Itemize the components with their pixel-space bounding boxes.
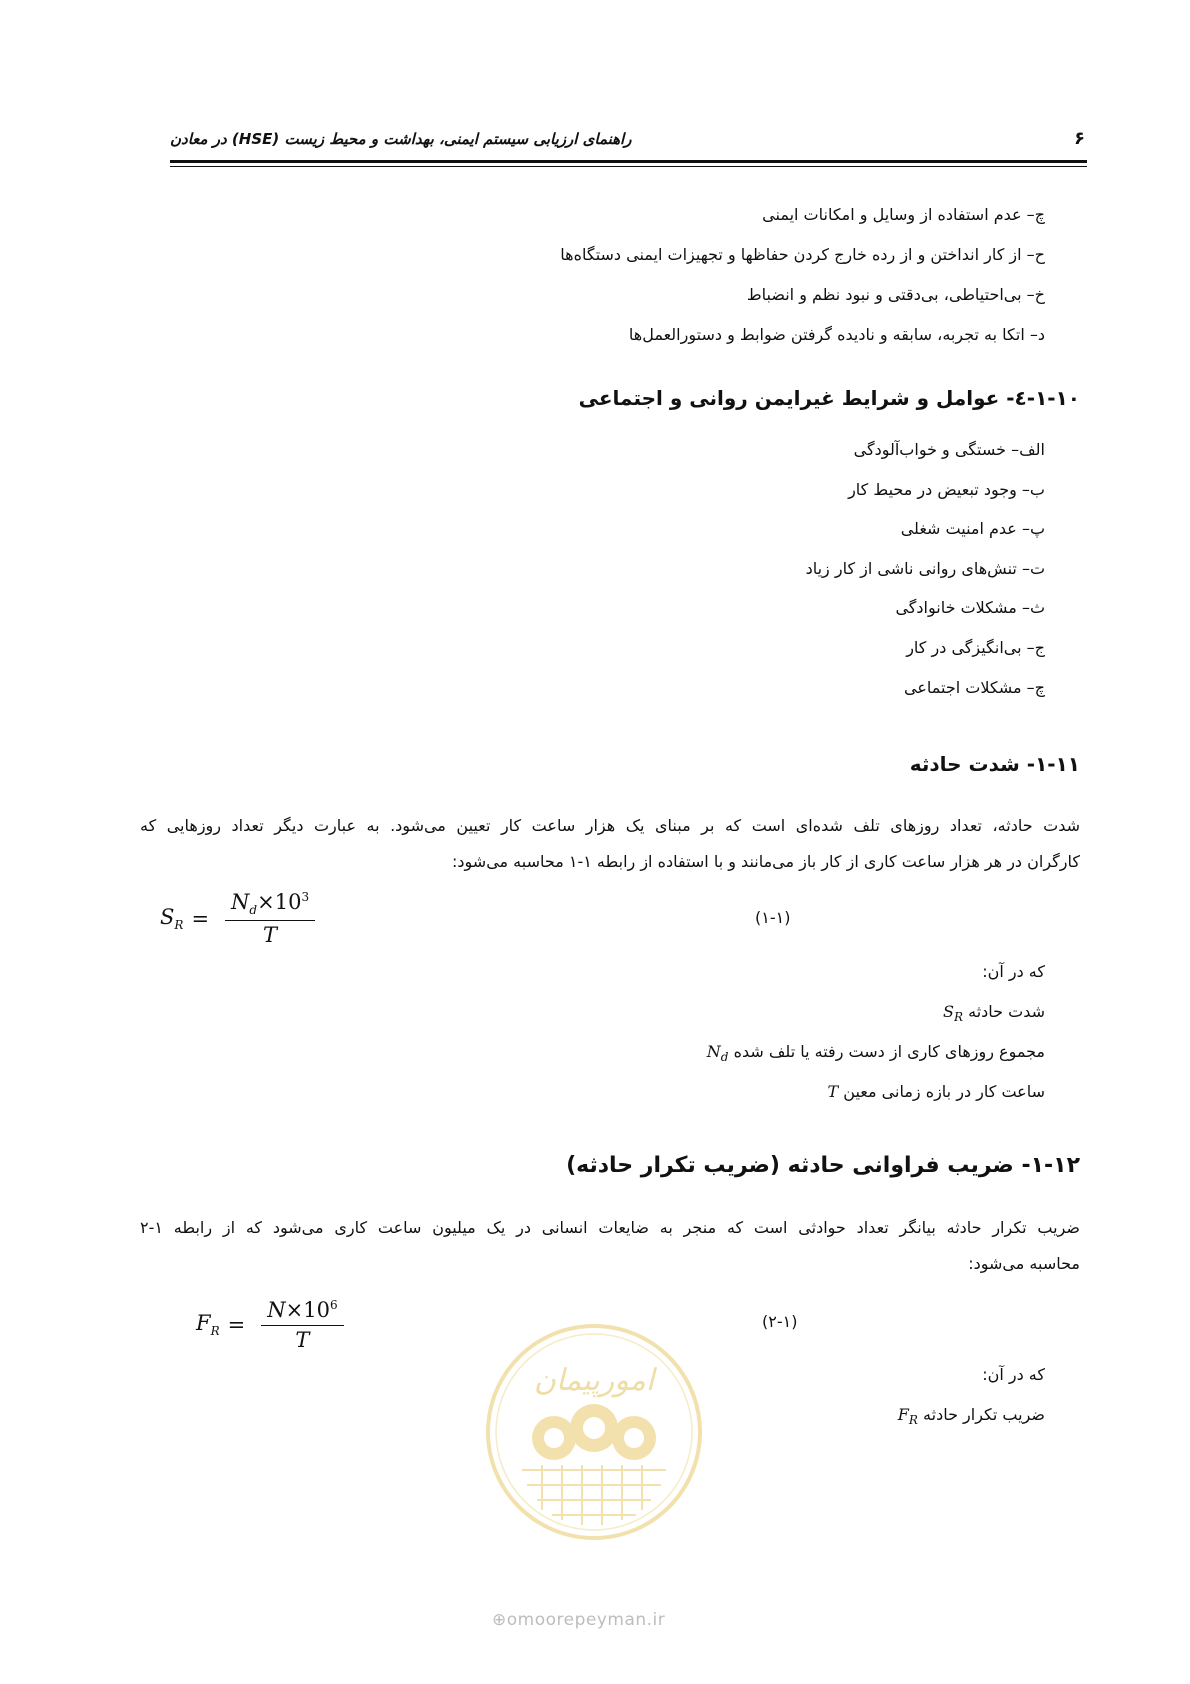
where-label: که در آن:: [982, 962, 1045, 981]
list-item: ت– تنش‌های روانی ناشی از کار زیاد: [805, 559, 1045, 578]
page-header: [170, 128, 1085, 154]
running-title: راهنمای ارزیابی سیستم ایمنی، بهداشت و محیط زیست (HSE) در معادن: [170, 130, 632, 148]
definition-item: $N_d$ مجموع روزهای کاری از دست رفته یا تلف شده: [706, 1042, 1045, 1065]
list-item: چ– عدم استفاده از وسایل و امکانات ایمنی: [762, 205, 1045, 224]
definition-item: $S_R$ شدت حادثه: [943, 1002, 1045, 1025]
list-item: پ– عدم امنیت شغلی: [900, 519, 1045, 538]
list-item: ج– بی‌انگیزگی در کار: [906, 638, 1045, 657]
formula-severity: $S_R$ = $\frac{N_d\times 10^3}{T}$: [160, 890, 315, 947]
formula-fraction: $\frac{N\times 10^6}{T}$: [261, 1298, 343, 1352]
where-label: که در آن:: [982, 1365, 1045, 1384]
section-heading: ۱-۱۲- ضریب فراوانی حادثه (ضریب تکرار حادثه): [566, 1153, 1080, 1178]
list-item: ث– مشکلات خانوادگی: [895, 598, 1045, 617]
formula-lhs: $S_R$: [160, 905, 184, 933]
paragraph-line: کارگران در هر هزار ساعت کاری از کار باز می‌مانند و با استفاده از رابطه ۱-۱ محاسبه می‌شود:: [452, 852, 1080, 871]
paragraph-line: شدت حادثه، تعداد روزهای تلف شده‌ای است که بر مبنای یک هزار ساعت کار تعیین می‌شود. به عبارت دیگر تعداد روزهایی که: [140, 816, 1080, 835]
globe-icon: ⊕: [492, 1610, 507, 1630]
page-number: ۶: [1074, 128, 1085, 149]
header-rule-thin: [170, 166, 1087, 167]
watermark-url: ⊕omoorepeyman.ir: [492, 1610, 666, 1630]
watermark-script: امورپیمان: [533, 1363, 655, 1398]
formula-lhs: $F_R$: [196, 1311, 220, 1339]
header-rule-thick: [170, 160, 1087, 163]
definition-item: T ساعت کار در بازه زمانی معین: [827, 1082, 1045, 1101]
list-item: چ– مشکلات اجتماعی: [904, 678, 1045, 697]
formula-fraction: $\frac{N_d\times 10^3}{T}$: [225, 890, 315, 947]
formula-frequency: $F_R$ = $\frac{N\times 10^6}{T}$: [196, 1298, 344, 1352]
equation-number: (۱-۱): [755, 908, 791, 927]
watermark-seal: [482, 1320, 706, 1544]
paragraph: [140, 808, 1080, 880]
equation-number: (۲-۱): [762, 1312, 798, 1331]
list-item: خ– بی‌احتیاطی، بی‌دقتی و نبود نظم و انضباط: [746, 285, 1045, 304]
list-item: د– اتکا به تجربه، سابقه و نادیده گرفتن ضوابط و دستورالعمل‌ها: [628, 325, 1045, 344]
list-item: ح– از کار انداختن و از رده خارج کردن حفاظها و تجهیزات ایمنی دستگاه‌ها: [560, 245, 1045, 264]
section-heading: ۱-۱۰-٤- عوامل و شرایط غیرایمن روانی و اجتماعی: [578, 386, 1080, 410]
list-item: الف– خستگی و خواب‌آلودگی: [853, 440, 1045, 459]
paragraph: [140, 1210, 1080, 1282]
section-heading: ۱-۱۱- شدت حادثه: [909, 752, 1080, 776]
paragraph-line: محاسبه می‌شود:: [968, 1254, 1080, 1273]
paragraph-line: ضریب تکرار حادثه بیانگر تعداد حوادثی است که منجر به ضایعات انسانی در یک میلیون ساعت کاری می‌شود که از رابطه ۱-۲: [140, 1218, 1080, 1237]
list-item: ب– وجود تبعیض در محیط کار: [848, 480, 1045, 499]
definition-item: $F_R$ ضریب تکرار حادثه: [897, 1405, 1045, 1428]
